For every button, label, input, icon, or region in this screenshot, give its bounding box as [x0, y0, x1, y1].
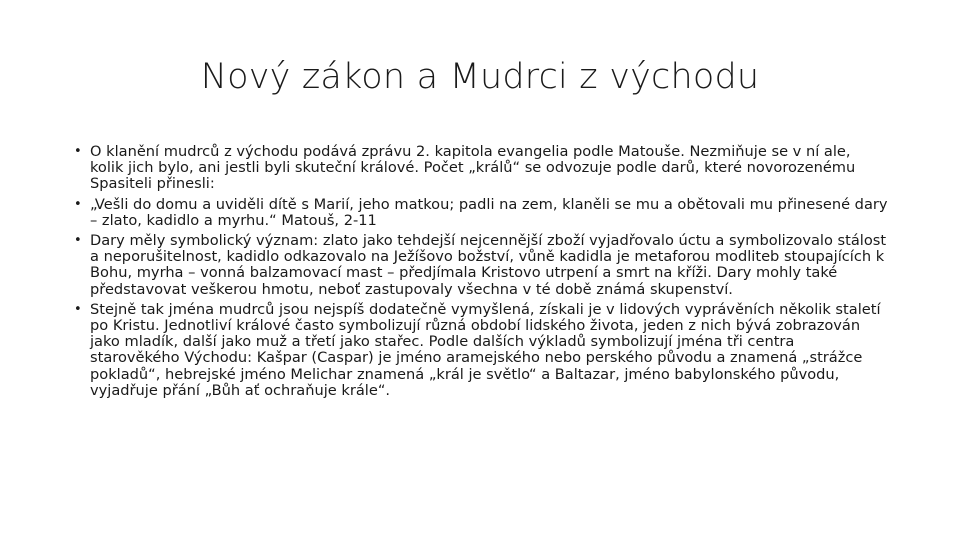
slide-title: Nový zákon a Mudrci z východu [200, 57, 760, 97]
list-item [72, 302, 888, 399]
bullet-text: „Vešli do domu a uviděli dítě s Marií, jeho matkou; padli na zem, klaněli se mu a obětovali mu přinesené dary – zlato, kadidlo a myrhu.“ Matouš, 2-11 [90, 195, 888, 229]
bullet-text: Stejně tak jména mudrců jsou nejspíš dodatečně vymyšlená, získali je v lidových vyprávěních několik staletí po Kristu. Jednotliví králové často symbolizují různá období lidského života, jeden z nich bývá zobrazován jako mladík, další jako muž a třetí jako stařec. Podle dalších výkladů symbolizují jména tři centra starověkého Východu: Kašpar (Caspar) je jméno aramejského nebo perského původu a znamená „strážce pokladů“, hebrejské jméno Melichar znamená „král je světlo“ a Baltazar, jméno babylonského původu, vyjadřuje přání „Bůh ať ochraňuje krále“. [90, 300, 881, 399]
list-item [72, 233, 888, 298]
bullet-list [72, 144, 888, 403]
bullet-icon: • [74, 144, 82, 159]
list-item [72, 144, 888, 193]
bullet-text: Dary měly symbolický význam: zlato jako tehdejší nejcennější zboží vyjadřovalo úctu a symbolizovalo stálost a neporušitelnost, kadidlo odkazovalo na Ježíšovo božství, vůně kadidla je metaforou modliteb stoupajících k Bohu, myrha – vonná balzamovací mast – předjímala Kristovo utrpení a smrt na kříži. Dary mohly také představovat veškerou hmotu, neboť zastupovaly všechna v té době známá skupenství. [90, 232, 887, 298]
bullet-icon: • [74, 301, 82, 317]
bullet-text: O klanění mudrců z východu podává zprávu 2. kapitola evangelia podle Matouše. Nezmiňuje se v ní ale, kolik jich bylo, ani jestli byli skuteční králové. Počet „králů“ se odvozuje podle darů, které novorozenému Spasiteli přinesli: [90, 143, 856, 193]
bullet-icon: • [74, 233, 82, 249]
list-item [72, 197, 888, 229]
bullet-icon: • [74, 196, 82, 212]
